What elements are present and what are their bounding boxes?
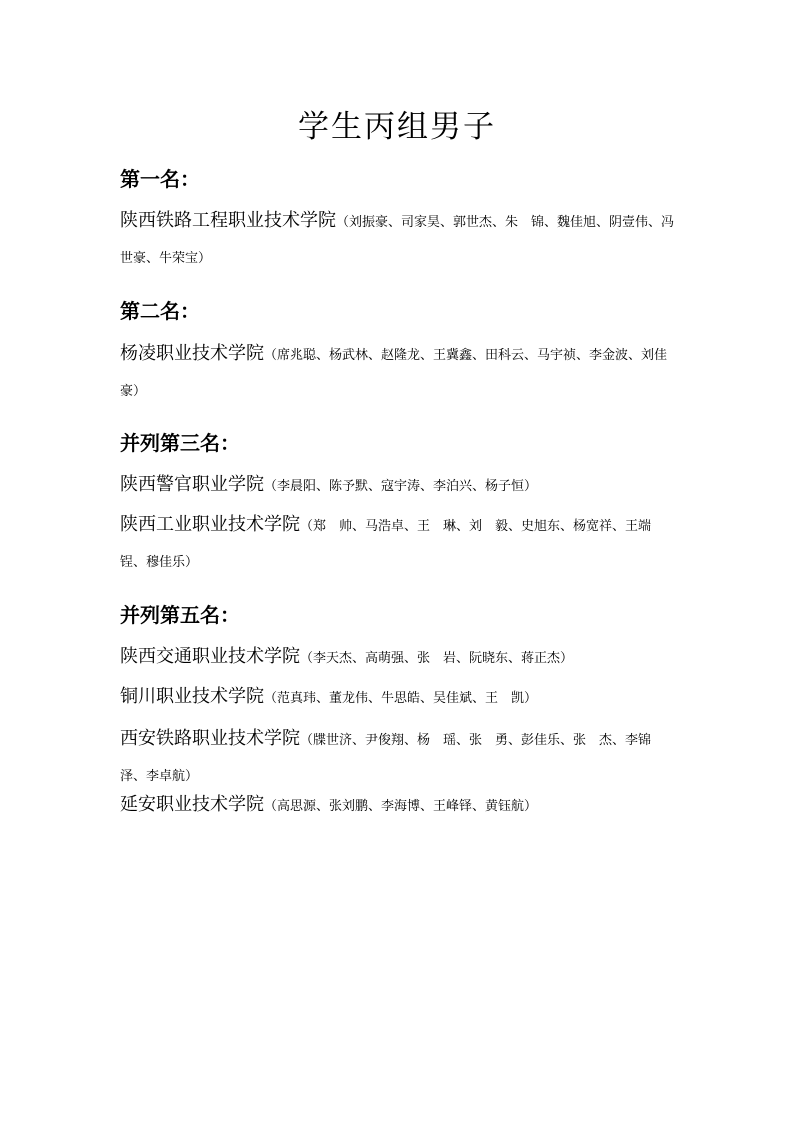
result-entry bbox=[120, 508, 676, 580]
school-name: 陕西警官职业学院 bbox=[120, 474, 264, 495]
team-members: （席兆聪、杨武林、赵隆龙、王冀鑫、田科云、马宇祯、李金波、刘佳豪） bbox=[120, 348, 668, 399]
school-name: 陕西工业职业技术学院 bbox=[120, 514, 300, 535]
team-members: （李晨阳、陈予默、寇宇涛、李泊兴、杨子恒） bbox=[264, 479, 538, 494]
rank-heading-first: 第一名： bbox=[120, 167, 200, 191]
result-entry bbox=[120, 680, 676, 716]
result-entry bbox=[120, 337, 676, 409]
rank-heading-third-tied: 并列第三名： bbox=[120, 431, 240, 455]
team-members: （李天杰、高萌强、张 岩、阮晓东、蒋正杰） bbox=[300, 651, 574, 666]
school-name: 铜川职业技术学院 bbox=[120, 686, 264, 707]
result-entry bbox=[120, 788, 676, 824]
team-members: （高思源、张刘鹏、李海博、王峰铎、黄钰航） bbox=[264, 799, 538, 814]
school-name: 陕西交通职业技术学院 bbox=[120, 646, 300, 667]
result-entry bbox=[120, 722, 676, 794]
page-title: 学生丙组男子 bbox=[298, 109, 496, 145]
team-members: （郑 帅、马浩卓、王 琳、刘 毅、史旭东、杨宽祥、王端锃、穆佳乐） bbox=[120, 519, 652, 570]
result-entry bbox=[120, 640, 676, 676]
school-name: 西安铁路职业技术学院 bbox=[120, 728, 300, 749]
team-members: （范真玮、董龙伟、牛思皓、吴佳斌、王 凯） bbox=[264, 691, 538, 706]
school-name: 延安职业技术学院 bbox=[120, 794, 264, 815]
result-entry bbox=[120, 204, 676, 276]
school-name: 陕西铁路工程职业技术学院 bbox=[120, 210, 336, 231]
school-name: 杨凌职业技术学院 bbox=[120, 343, 264, 364]
rank-heading-fifth-tied: 并列第五名： bbox=[120, 603, 240, 627]
team-members: （牒世济、尹俊翔、杨 瑶、张 勇、彭佳乐、张 杰、李锦泽、李卓航） bbox=[120, 733, 652, 784]
team-members: （刘振豪、司家昊、郭世杰、朱 锦、魏佳旭、阴壹伟、冯世豪、牛荣宝） bbox=[120, 215, 675, 266]
result-entry bbox=[120, 468, 676, 504]
rank-heading-second: 第二名： bbox=[120, 299, 200, 323]
